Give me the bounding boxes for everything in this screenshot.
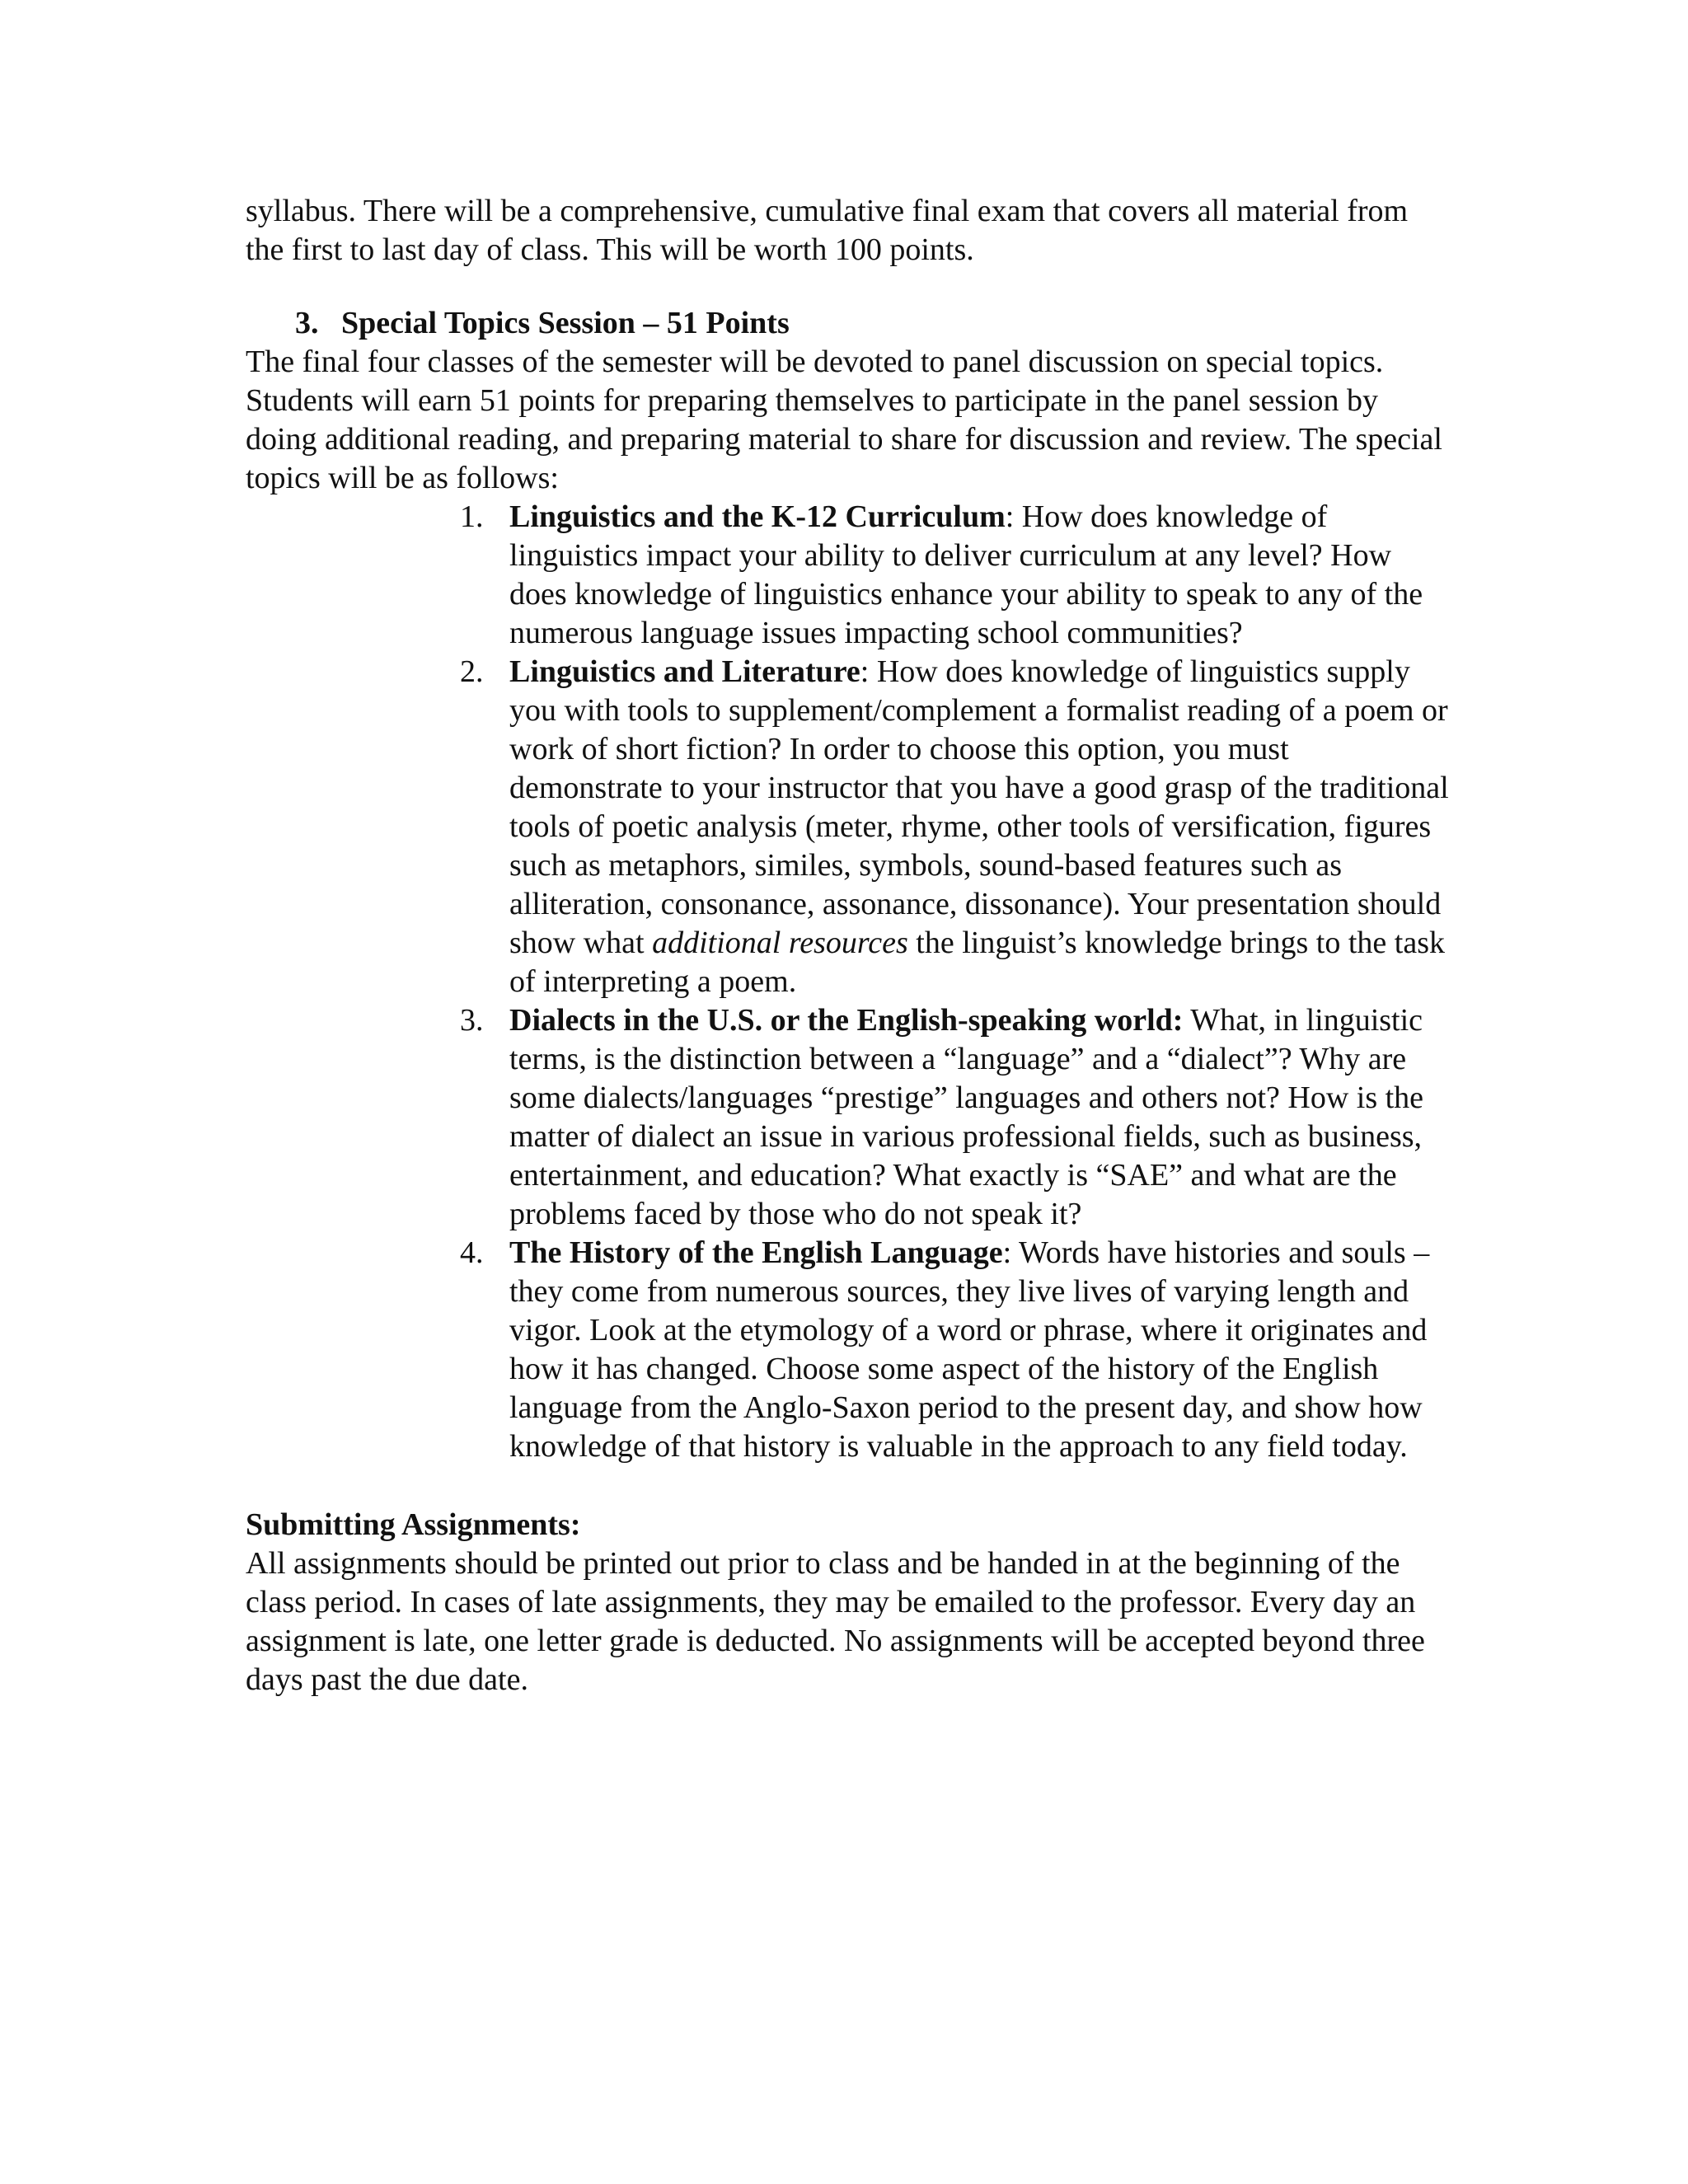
list-item-title: The History of the English Language [509,1235,1003,1270]
list-item-number: 3. [460,1003,484,1038]
list-item-number: 1. [460,499,484,534]
spacer [246,1466,1449,1506]
list-item-number: 2. [460,654,484,689]
section-number: 3. [295,306,319,340]
list-item-title: Dialects in the U.S. or the English-speaking world: [509,1003,1184,1038]
list-item-body [509,498,1449,653]
list-item [460,498,1449,653]
document-page [246,192,1449,1699]
list-item-text: : How does knowledge of linguistics impact your ability to deliver curriculum at any level? How does knowledge of linguistics enhance your ability to speak to any of the numerous language issues impacting school communities? [509,499,1423,650]
section-title: Special Topics Session – 51 Points [341,306,790,340]
list-item-text-continued: the linguist’s knowledge brings to the task of interpreting a poem. [509,926,1445,999]
list-item [460,1234,1449,1466]
list-item-body [509,1001,1449,1234]
list-item-text: : Words have histories and souls – they come from numerous sources, they live lives of varying length and vigor. Look at the etymology of a word or phrase, where it originates and how it has changed. Choose some aspect of the history of the English language from the Anglo-Saxon period to the present day, and show how knowledge of that history is valuable in the approach to any field today. [509,1235,1430,1464]
list-item-body [509,653,1449,1001]
submitting-paragraph: All assignments should be printed out prior to class and be handed in at the beginning of the class period. In cases of late assignments, they may be emailed to the professor. Every day an assignment is late, one letter grade is deducted. No assignments will be accepted beyond three days past the due date. [246,1546,1425,1697]
list-item [460,1001,1449,1234]
topics-list [460,498,1449,1466]
list-item [460,653,1449,1001]
list-item-title: Linguistics and the K-12 Curriculum [509,499,1006,534]
list-item-emphasis: additional resources [652,926,908,960]
special-topics-description: The final four classes of the semester will be devoted to panel discussion on special topics. Students will earn 51 points for preparing themselves to participate in the panel session by doing additional reading, and preparing material to share for discussion and review. The special topics will be as follows: [246,344,1442,495]
intro-paragraph: syllabus. There will be a comprehensive, cumulative final exam that covers all material from the first to last day of class. This will be worth 100 points. [246,194,1409,267]
list-item-body [509,1234,1449,1466]
spacer [246,269,1449,304]
list-item-number: 4. [460,1235,484,1270]
section-heading-special-topics [295,304,1449,343]
list-item-text: What, in linguistic terms, is the distinction between a “language” and a “dialect”? Why are some dialects/languages “prestige” languages and others not? How is the matter of dialect an issue in various professional fields, such as business, entertainment, and education? What exactly is “SAE” and what are the problems faced by those who do not speak it? [509,1003,1424,1231]
submitting-heading: Submitting Assignments: [246,1507,581,1542]
list-item-title: Linguistics and Literature [509,654,860,689]
list-item-text: : How does knowledge of linguistics supply you with tools to supplement/complement a formalist reading of a poem or work of short fiction? In order to choose this option, you must demonstrate to your instructor that you have a good grasp of the traditional tools of poetic analysis (meter, rhyme, other tools of versification, figures such as metaphors, similes, symbols, sound-based features such as alliteration, consonance, assonance, dissonance). Your presentation should show what [509,654,1449,960]
